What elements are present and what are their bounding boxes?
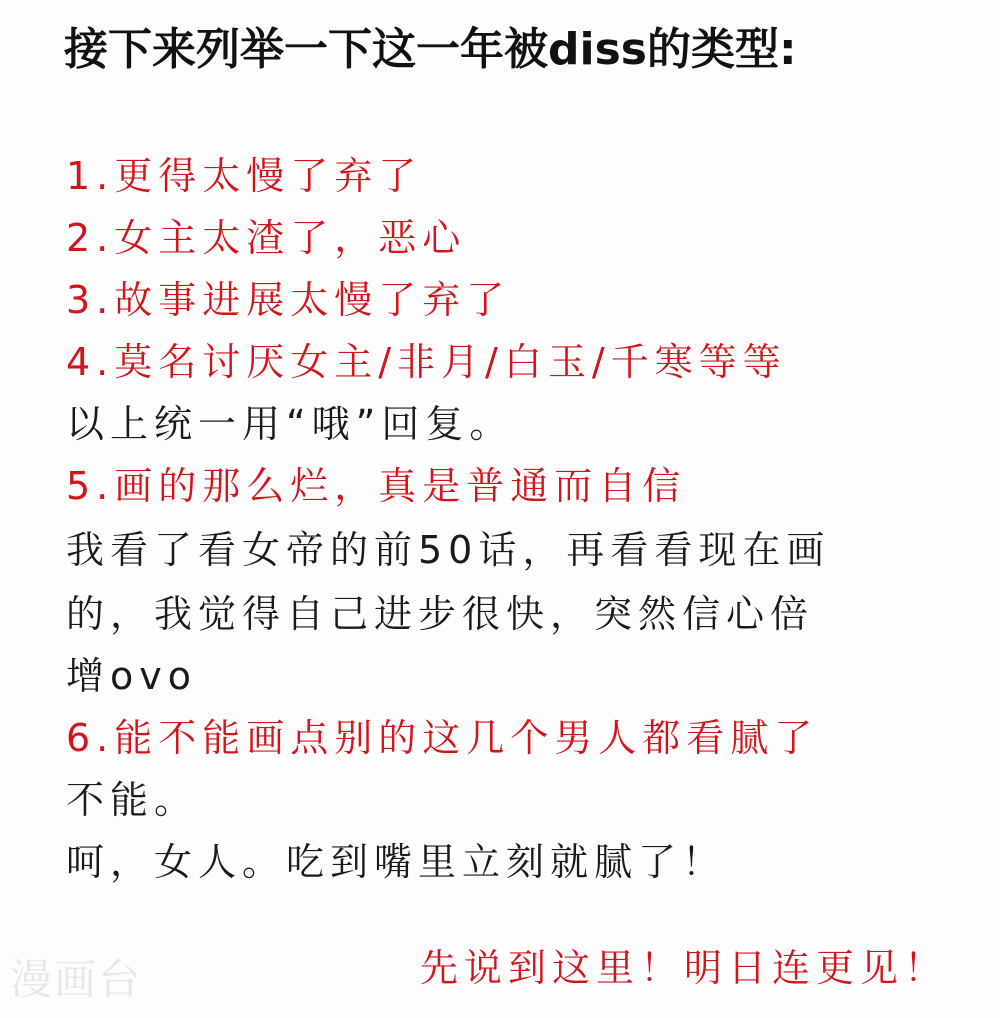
diss-item-6: 6.能不能画点别的这几个男人都看腻了 bbox=[66, 716, 819, 760]
reply-text-2-line-2: 的，我觉得自己进步很快，突然信心倍 bbox=[66, 592, 815, 636]
diss-item-3: 3.故事进展太慢了弃了 bbox=[66, 278, 511, 322]
diss-item-2: 2.女主太渣了，恶心 bbox=[66, 216, 467, 260]
reply-text-3: 不能。 bbox=[66, 778, 199, 822]
watermark: 漫画台 bbox=[10, 955, 143, 1004]
reply-text-2-line-3: 增ovo bbox=[66, 654, 197, 698]
reply-text-2-line-1: 我看了看女帝的前50话，再看看现在画 bbox=[66, 528, 831, 572]
diss-item-5: 5.画的那么烂，真是普通而自信 bbox=[66, 464, 687, 508]
closing-note: 先说到这里！明日连更见！ bbox=[419, 946, 948, 990]
diss-item-4: 4.莫名讨厌女主/非月/白玉/千寒等等 bbox=[66, 340, 787, 384]
diss-item-1: 1.更得太慢了弃了 bbox=[66, 154, 423, 198]
reply-text-1: 以上统一用“哦”回复。 bbox=[66, 402, 514, 446]
page-title: 接下来列举一下这一年被diss的类型: bbox=[64, 24, 797, 75]
reply-text-4: 呵，女人。吃到嘴里立刻就腻了！ bbox=[66, 840, 727, 884]
